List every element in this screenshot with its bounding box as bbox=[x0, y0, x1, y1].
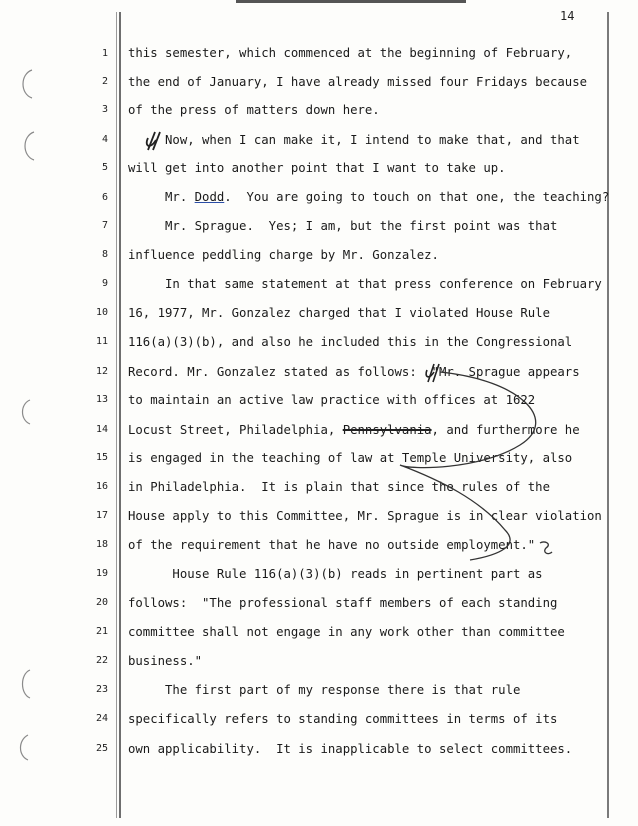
transcript-line: specifically refers to standing committees in terms of its bbox=[128, 712, 558, 726]
right-margin-rule bbox=[607, 12, 609, 818]
line-number: 24 bbox=[95, 713, 108, 724]
line-number: 15 bbox=[95, 452, 108, 463]
transcript-line: House apply to this Committee, Mr. Sprague is in clear violation bbox=[128, 509, 602, 523]
struck-word: Pennsylvania bbox=[342, 423, 432, 437]
transcript-line: business." bbox=[128, 654, 203, 668]
line-number: 17 bbox=[95, 510, 108, 521]
transcript-line: The first part of my response there is that rule bbox=[128, 683, 521, 697]
page-number: 14 bbox=[560, 9, 575, 23]
line-number: 13 bbox=[95, 394, 108, 405]
line-text-before: Locust Street, Philadelphia, bbox=[128, 423, 343, 437]
line-number: 18 bbox=[95, 539, 108, 550]
binder-hole-icon bbox=[21, 70, 35, 760]
line-number: 8 bbox=[101, 249, 108, 260]
transcript-line: follows: "The professional staff members of each standing bbox=[128, 596, 558, 610]
top-edge-mark bbox=[236, 0, 466, 3]
closing-quote-mark bbox=[540, 542, 552, 554]
transcript-line: 116(a)(3)(b), and also he included this in the Congressional bbox=[128, 335, 573, 349]
line-number: 25 bbox=[95, 743, 108, 754]
underlined-speaker-name: Dodd bbox=[194, 190, 225, 204]
transcript-line: will get into another point that I want to take up. bbox=[128, 161, 506, 175]
line-text-after: , and furthermore he bbox=[431, 423, 580, 437]
transcript-line: Now, when I can make it, I intend to make that, and that bbox=[128, 133, 580, 147]
left-margin-rule bbox=[116, 12, 117, 818]
line-number: 7 bbox=[101, 220, 108, 231]
line-number: 2 bbox=[101, 76, 108, 87]
line-number: 14 bbox=[95, 424, 108, 435]
line-number: 1 bbox=[101, 48, 108, 59]
line-number: 6 bbox=[101, 192, 108, 203]
line-number: 9 bbox=[101, 278, 108, 289]
line-number: 20 bbox=[95, 597, 108, 608]
transcript-line: to maintain an active law practice with offices at 1622 bbox=[128, 393, 536, 407]
line-text-after: . You are going to touch on that one, the teaching? bbox=[224, 190, 610, 204]
transcript-line: in Philadelphia. It is plain that since the rules of the bbox=[128, 480, 550, 494]
transcript-line: influence peddling charge by Mr. Gonzalez. bbox=[128, 248, 439, 262]
line-number: 5 bbox=[101, 162, 108, 173]
line-text-before: Mr. bbox=[128, 190, 195, 204]
transcript-line: House Rule 116(a)(3)(b) reads in pertinent part as bbox=[128, 567, 543, 581]
transcript-line: of the press of matters down here. bbox=[128, 103, 380, 117]
left-margin-rule-double bbox=[119, 12, 121, 818]
line-number: 21 bbox=[95, 626, 108, 637]
transcript-line: the end of January, I have already missed four Fridays because bbox=[128, 75, 588, 89]
transcript-line: Record. Mr. Gonzalez stated as follows: "Mr. Sprague appears bbox=[128, 365, 580, 379]
line-number: 12 bbox=[95, 366, 108, 377]
transcript-line: is engaged in the teaching of law at Temple University, also bbox=[128, 451, 573, 465]
transcript-line: this semester, which commenced at the beginning of February, bbox=[128, 46, 573, 60]
line-number: 4 bbox=[101, 134, 108, 145]
transcript-line bbox=[128, 423, 580, 437]
transcript-line: Mr. Sprague. Yes; I am, but the first point was that bbox=[128, 219, 558, 233]
line-number: 3 bbox=[101, 104, 108, 115]
transcript-line: of the requirement that he have no outside employment." bbox=[128, 538, 536, 552]
line-number: 22 bbox=[95, 655, 108, 666]
line-number: 11 bbox=[95, 336, 108, 347]
transcript-line bbox=[128, 190, 609, 204]
transcript-line: 16, 1977, Mr. Gonzalez charged that I violated House Rule bbox=[128, 306, 550, 320]
line-number: 23 bbox=[95, 684, 108, 695]
transcript-line: own applicability. It is inapplicable to select committees. bbox=[128, 742, 573, 756]
transcript-line: committee shall not engage in any work other than committee bbox=[128, 625, 565, 639]
transcript-line: In that same statement at that press conference on February bbox=[128, 277, 602, 291]
line-number: 16 bbox=[95, 481, 108, 492]
line-number: 10 bbox=[95, 307, 108, 318]
line-number: 19 bbox=[95, 568, 108, 579]
